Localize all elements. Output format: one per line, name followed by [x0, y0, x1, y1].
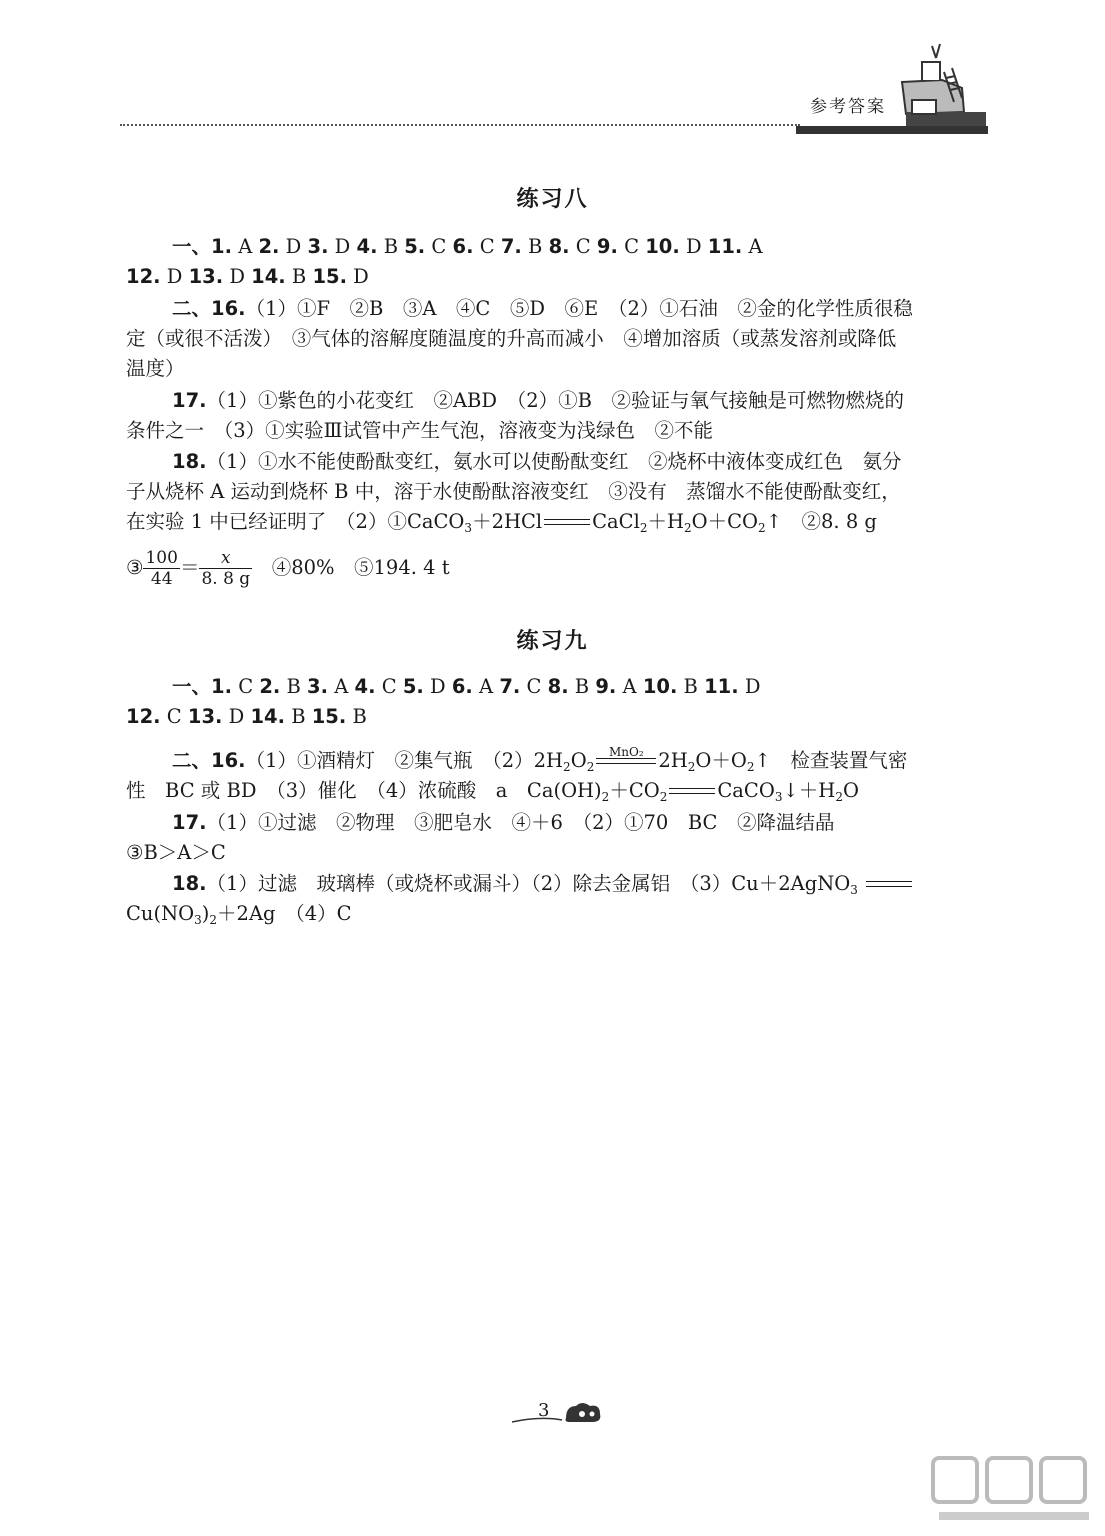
s8-q16-line-3: 温度） [126, 357, 185, 380]
s9-choice-line-2: 12. C 13. D 14. B 15. B [126, 705, 367, 728]
fraction-x-8.8g: $\frac{x}{8. 8 g}$ [201, 548, 251, 589]
s8-q18-line-2: 子从烧杯 A 运动到烧杯 B 中，溶于水使酚酞溶液变红 ③没有 蒸馏水不能使酚酞变红， [126, 480, 901, 503]
s9-q18-line-1: 18.（1）过滤 玻璃棒（或烧杯或漏斗）（2）除去金属铝 （3）Cu＋2AgNO$_3$ [172, 869, 1032, 905]
s9-q16-line-1: 二、16.（1）①酒精灯 ②集气瓶 $(2)2H_2O_2$ MnO₂ $2H_2O+O_2↑$ 检查装置气密 [172, 744, 908, 774]
s8-choice-line-2: 12. D 13. D 14. B 15. D [126, 265, 369, 288]
s9-q16-line-2: 性 BC 或 BD （3）催化 （4）浓硫酸 a $Ca(OH)_2+CO_2$ $CaCO_3↓+H_2O$ [126, 779, 859, 804]
s9-q17-line-1: 17.（1）①过滤 ②物理 ③肥皂水 ④＋6 （2）①70 BC ②降温结晶 [172, 811, 835, 834]
equals-sign [542, 516, 592, 530]
equals-sign-mno2: MnO₂ [594, 755, 658, 769]
s9-q17-line-2: ③B＞A＞C [126, 841, 226, 864]
header-label: 参考答案 [810, 97, 886, 117]
s9-q18-line-2: $Cu(NO_3)_2+2Ag$ （4）C [126, 902, 352, 927]
s8-q16-line-2: 定（或很不活泼） ③气体的溶解度随温度的升高而减小 ④增加溶质（或蒸发溶剂或降低 [126, 327, 897, 350]
equals-sign [667, 785, 717, 799]
section-title-exercise-9: 练习九 [516, 629, 589, 654]
s8-q16-line-1: 二、16.（1）①F ②B ③A ④C ⑤D ⑥E （2）①石油 ②金的化学性质很稳 [172, 297, 913, 320]
s8-q18-line-1: 18.（1）①水不能使酚酞变红，氨水可以使酚酞变红 ②烧杯中液体变成红色 氨分 [172, 450, 902, 473]
s9-choice-line-1: 一、1. C 2. B 3. A 4. C 5. D 6. A 7. C 8. B 9. A 10. B 11. D [172, 675, 761, 698]
s8-q18-line-3: 在实验 1 中已经证明了 （2）①CaCO$_3$＋2HCl $CaCl_2+H_2O+CO_2↑$ ②8. 8 g [126, 510, 877, 535]
s8-choice-line-1: 一、1. A 2. D 3. D 4. B 5. C 6. C 7. B 8. C 9. C 10. D 11. A [172, 235, 763, 258]
watermark-logo-icon [929, 1452, 1099, 1532]
s8-q18-line-4: ③ $\frac{100}{44}$ ＝ $\frac{x}{8. 8 g}$ ④80% ⑤194. 4 t [126, 548, 450, 589]
page-number: 3 [538, 1400, 550, 1421]
equals-sign [864, 878, 914, 892]
house-ladder-logo-icon [892, 42, 988, 128]
header-dotted-rule [120, 124, 800, 126]
section-title-exercise-8: 练习八 [516, 187, 589, 212]
s8-q17-line-2: 条件之一 （3）①实验Ⅲ试管中产生气泡，溶液变为浅绿色 ②不能 [126, 419, 713, 442]
page-header [120, 40, 988, 135]
fraction-100-44: $\frac{100}{44}$ [145, 548, 178, 589]
cloud-swirl-icon [510, 1396, 610, 1428]
s8-q17-line-1: 17.（1）①紫色的小花变红 ②ABD （2）①B ②验证与氧气接触是可燃物燃烧的 [172, 389, 904, 412]
